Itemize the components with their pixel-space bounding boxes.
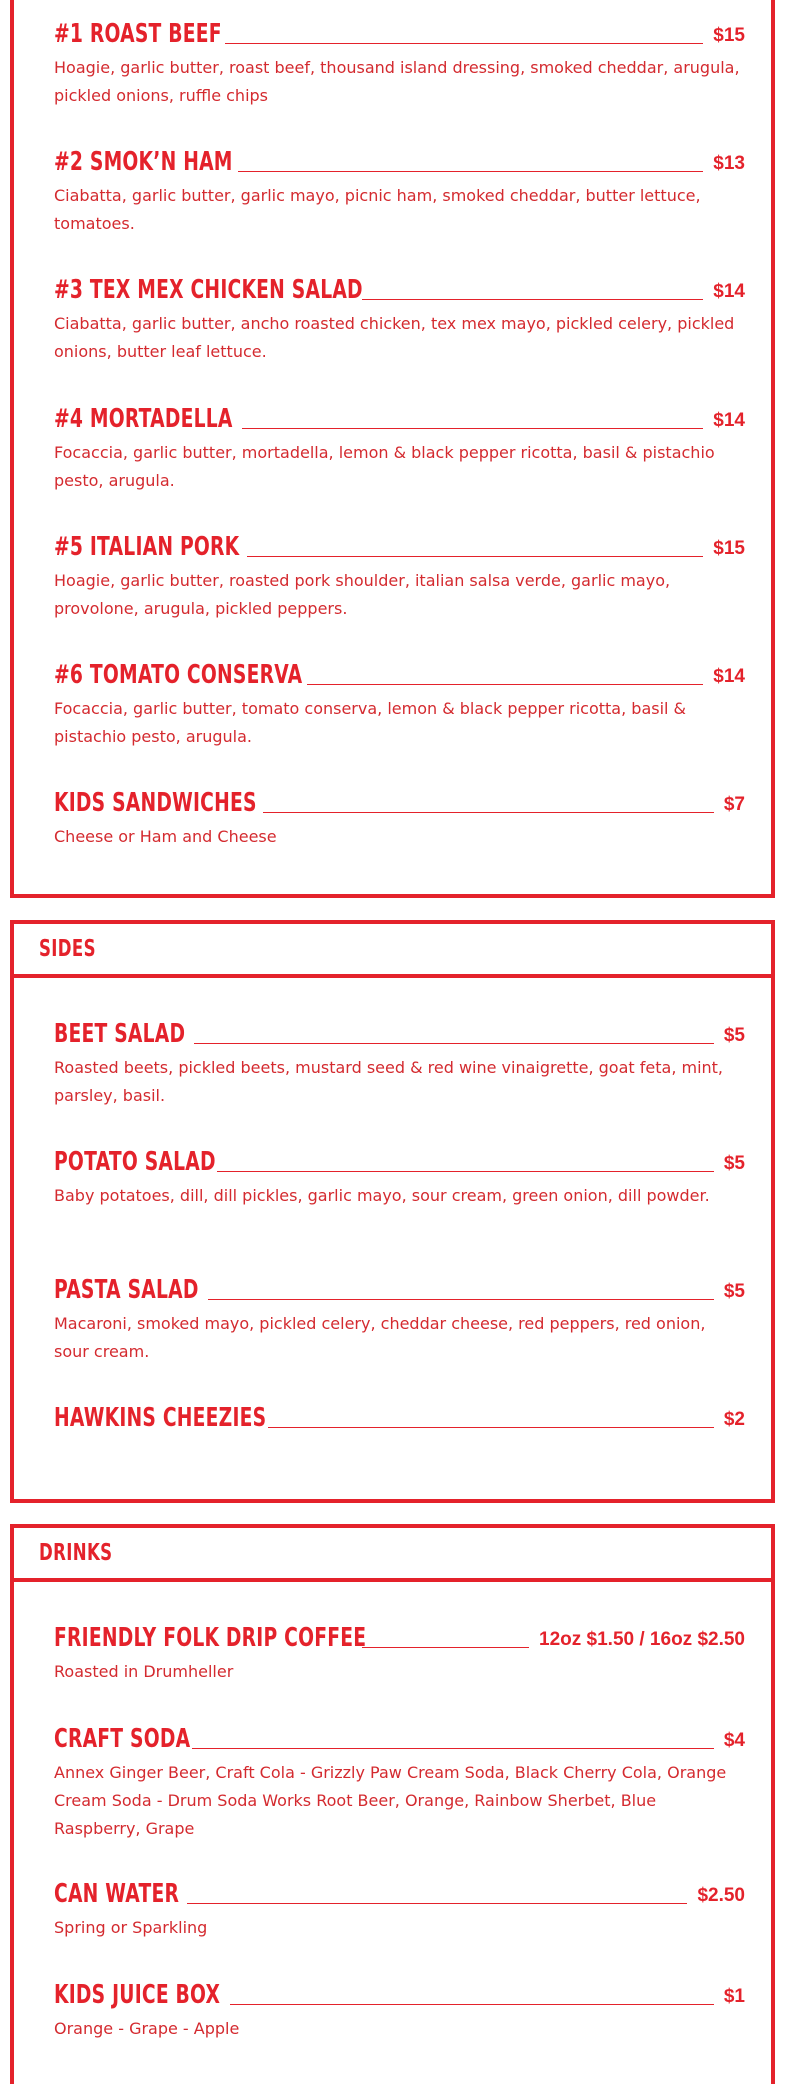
item-price: $14 [713,281,745,302]
item-name: #6 TOMATO CONSERVA [54,660,303,690]
dotted-leader [362,1647,529,1648]
item-price: $4 [723,1730,745,1751]
item-price: $14 [713,410,745,431]
item-name: POTATO SALAD [54,1147,216,1177]
item-price: $5 [723,1025,745,1046]
item-price: 12oz $1.50 / 16oz $2.50 [539,1629,745,1650]
item-price: $14 [713,666,745,687]
menu-item [54,272,745,366]
dotted-leader [217,1171,714,1172]
item-name: #1 ROAST BEEF [54,19,222,49]
item-name: PASTA SALAD [54,1275,199,1305]
item-name: #3 TEX MEX CHICKEN SALAD [54,275,363,305]
dotted-leader [192,1748,714,1749]
dotted-leader [307,684,703,685]
menu-item [54,1144,745,1210]
menu-item [54,16,745,110]
menu-item [54,1721,745,1843]
sandwiches-section [10,0,775,898]
menu-item [54,1876,745,1942]
menu-item [54,401,745,495]
dotted-leader [225,43,703,44]
menu-item [54,1977,745,2043]
item-description: Hoagie, garlic butter, roasted pork shoulder, italian salsa verde, garlic mayo, provolone, arugula, pickled peppers. [54,571,671,618]
item-price: $1 [723,1986,745,2007]
menu-item [54,657,745,751]
item-description: Focaccia, garlic butter, mortadella, lemon & black pepper ricotta, basil & pistachio pesto, arugula. [54,443,715,490]
item-price: $5 [723,1281,745,1302]
menu-item [54,785,745,851]
item-price: $2 [723,1409,745,1430]
item-name: KIDS SANDWICHES [54,788,257,818]
section-header [14,924,771,978]
item-price: $2.50 [697,1885,745,1906]
item-name: KIDS JUICE BOX [54,1980,221,2010]
dotted-leader [208,1299,714,1300]
item-description: Annex Ginger Beer, Craft Cola - Grizzly Paw Cream Soda, Black Cherry Cola, Orange Cream Soda - Drum Soda Works Root Beer, Orange, Rainbow Sherbet, Blue Raspberry, Grape [54,1763,727,1838]
item-name: CAN WATER [54,1879,180,1909]
item-name: HAWKINS CHEEZIES [54,1403,267,1433]
section-title: SIDES [39,936,96,962]
item-description: Spring or Sparkling [54,1918,208,1937]
section-title: DRINKS [39,1540,113,1566]
item-price: $7 [723,794,745,815]
menu-item [54,1272,745,1366]
menu-item [54,529,745,623]
item-description: Orange - Grape - Apple [54,2019,240,2038]
menu-item [54,144,745,238]
item-description: Cheese or Ham and Cheese [54,827,277,846]
dotted-leader [194,1043,714,1044]
item-name: #5 ITALIAN PORK [54,532,240,562]
sides-section [10,920,775,1503]
dotted-leader [247,556,703,557]
menu-item [54,1016,745,1110]
item-description: Ciabatta, garlic butter, garlic mayo, picnic ham, smoked cheddar, butter lettuce, tomatoes. [54,186,701,233]
item-price: $5 [723,1153,745,1174]
item-name: BEET SALAD [54,1019,186,1049]
item-description: Baby potatoes, dill, dill pickles, garlic mayo, sour cream, green onion, dill powder. [54,1186,710,1205]
item-description: Ciabatta, garlic butter, ancho roasted chicken, tex mex mayo, pickled celery, pickled onions, butter leaf lettuce. [54,314,735,361]
item-name: CRAFT SODA [54,1724,191,1754]
item-price: $15 [713,25,745,46]
dotted-leader [362,299,703,300]
item-name: #4 MORTADELLA [54,404,233,434]
item-description: Hoagie, garlic butter, roast beef, thousand island dressing, smoked cheddar, arugula, pickled onions, ruffle chips [54,58,740,105]
dotted-leader [238,171,703,172]
item-name: #2 SMOK’N HAM [54,147,233,177]
item-description: Focaccia, garlic butter, tomato conserva, lemon & black pepper ricotta, basil & pistachio pesto, arugula. [54,699,687,746]
dotted-leader [230,2004,714,2005]
item-description: Roasted beets, pickled beets, mustard seed & red wine vinaigrette, goat feta, mint, parsley, basil. [54,1058,724,1105]
item-description: Roasted in Drumheller [54,1662,234,1681]
item-price: $15 [713,538,745,559]
dotted-leader [268,1427,714,1428]
item-price: $13 [713,153,745,174]
dotted-leader [242,428,703,429]
dotted-leader [187,1903,687,1904]
dotted-leader [263,812,714,813]
drinks-section [10,1524,775,2084]
menu-item [54,1400,745,1434]
item-description: Macaroni, smoked mayo, pickled celery, cheddar cheese, red peppers, red onion, sour cream. [54,1314,706,1361]
item-name: FRIENDLY FOLK DRIP COFFEE [54,1623,367,1653]
menu-item [54,1620,745,1686]
section-header [14,1528,771,1582]
